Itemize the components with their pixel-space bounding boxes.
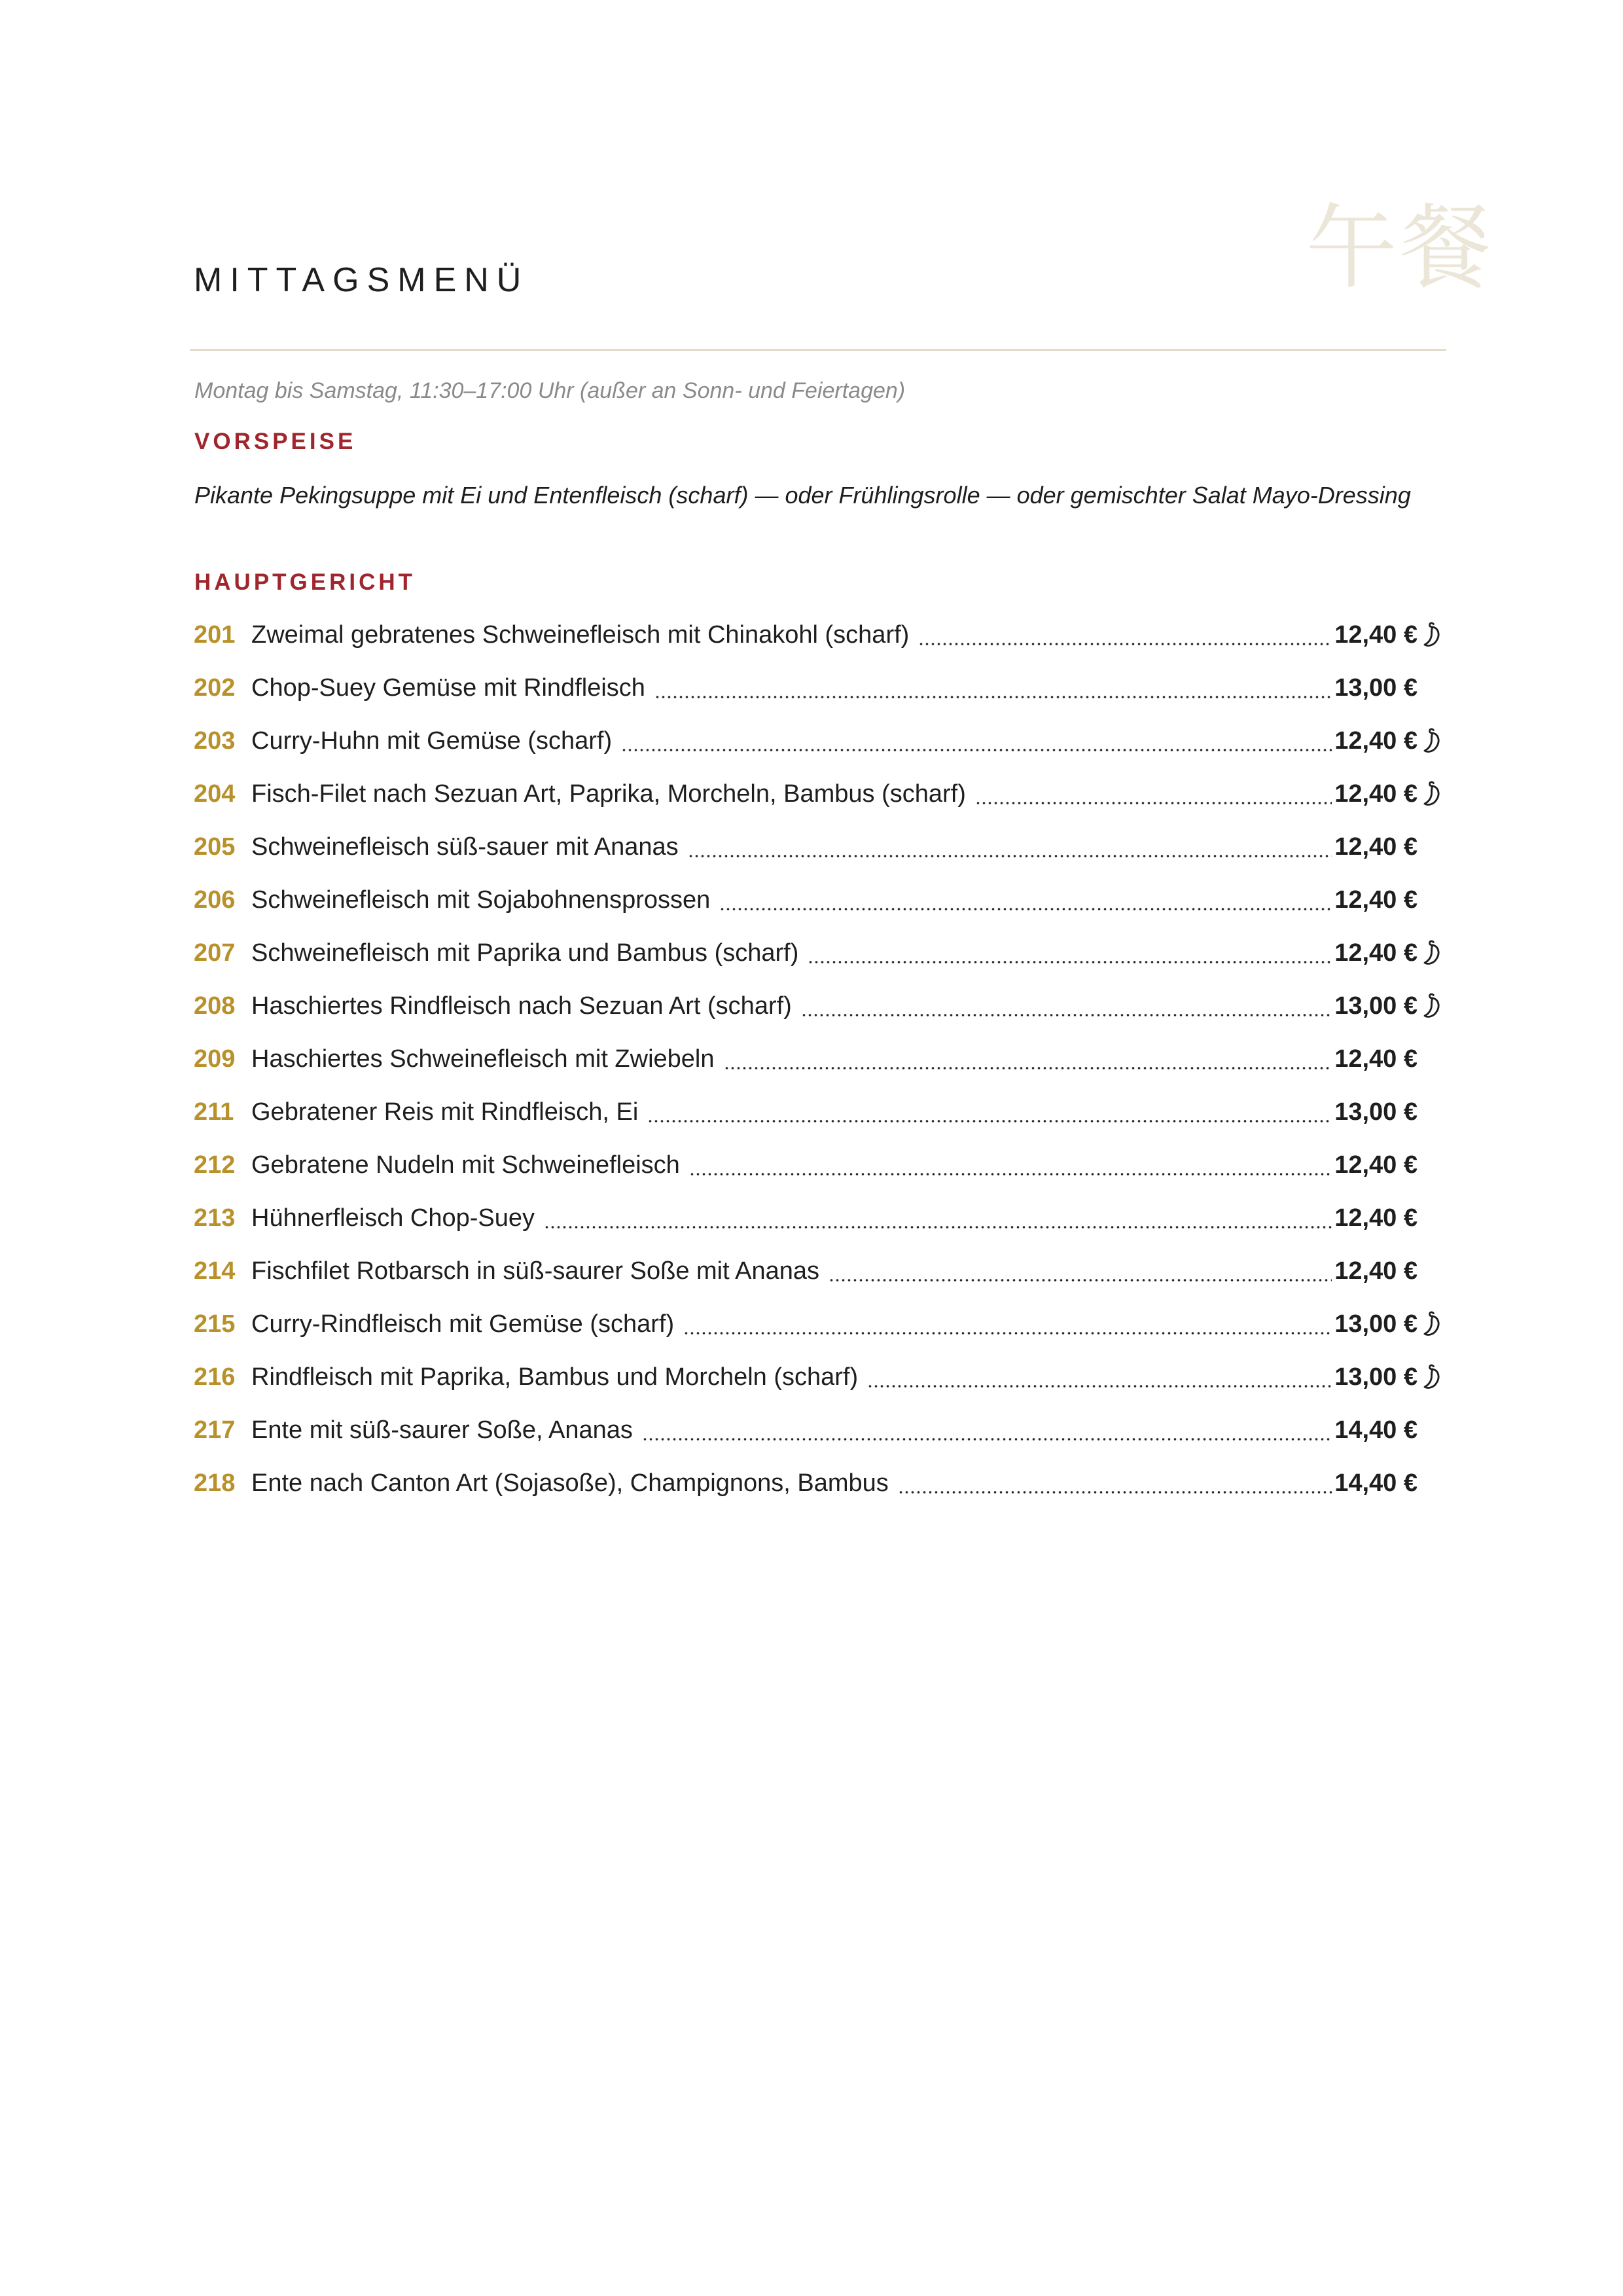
dot-leader xyxy=(719,906,1332,912)
menu-item-name: Ente mit süß-saurer Soße, Ananas xyxy=(251,1416,633,1444)
menu-item-number: 208 xyxy=(194,992,236,1020)
opening-hours-note: Montag bis Samstag, 11:30–17:00 Uhr (außer an Sonn- und Feiertagen) xyxy=(194,378,906,403)
menu-item-name: Rindfleisch mit Paprika, Bambus und Morcheln (scharf) xyxy=(251,1363,859,1391)
menu-item xyxy=(194,990,1448,1043)
dot-leader xyxy=(975,800,1332,806)
menu-item-number: 213 xyxy=(194,1204,236,1232)
menu-item xyxy=(194,1308,1448,1361)
menu-item-price: 14,40 € xyxy=(1334,1416,1418,1444)
menu-item-name: Fischfilet Rotbarsch in süß-saurer Soße mit Ananas xyxy=(251,1257,820,1285)
menu-item-number: 207 xyxy=(194,939,236,967)
menu-item-number: 203 xyxy=(194,727,236,755)
menu-item-number: 212 xyxy=(194,1151,236,1179)
section-heading-starter: VORSPEISE xyxy=(194,429,357,454)
dot-leader xyxy=(647,1118,1332,1124)
chili-pepper-icon xyxy=(1418,1308,1448,1340)
menu-item-price: 13,00 € xyxy=(1334,674,1418,702)
menu-item-name: Schweinefleisch mit Sojabohnensprossen xyxy=(251,886,711,914)
menu-item-name: Schweinefleisch mit Paprika und Bambus (scharf) xyxy=(251,939,799,967)
menu-item xyxy=(194,1149,1448,1202)
menu-item xyxy=(194,672,1448,725)
menu-item xyxy=(194,619,1448,672)
dot-leader xyxy=(724,1065,1332,1071)
menu-item xyxy=(194,1043,1448,1096)
dot-leader xyxy=(642,1436,1332,1443)
chili-placeholder xyxy=(1418,1467,1448,1499)
menu-item-number: 202 xyxy=(194,674,236,702)
menu-item-number: 217 xyxy=(194,1416,236,1444)
chili-placeholder xyxy=(1418,884,1448,916)
chili-placeholder xyxy=(1418,1414,1448,1446)
chili-pepper-icon xyxy=(1418,1361,1448,1393)
chili-placeholder xyxy=(1418,1202,1448,1234)
chili-pepper-icon xyxy=(1418,990,1448,1022)
dot-leader xyxy=(829,1277,1332,1283)
main-course-list xyxy=(194,619,1448,1520)
menu-item-name: Schweinefleisch süß-sauer mit Ananas xyxy=(251,833,679,861)
menu-item-price: 12,40 € xyxy=(1334,833,1418,861)
menu-item-number: 209 xyxy=(194,1045,236,1073)
page-title: MITTAGSMENÜ xyxy=(194,261,529,299)
menu-item xyxy=(194,884,1448,937)
menu-item-price: 12,40 € xyxy=(1334,886,1418,914)
menu-item-number: 215 xyxy=(194,1310,236,1338)
menu-item-price: 12,40 € xyxy=(1334,1257,1418,1285)
menu-item-name: Ente nach Canton Art (Sojasoße), Champignons, Bambus xyxy=(251,1469,889,1497)
menu-item-name: Hühnerfleisch Chop-Suey xyxy=(251,1204,535,1232)
menu-item xyxy=(194,1096,1448,1149)
menu-item-number: 204 xyxy=(194,780,236,808)
dot-leader xyxy=(801,1012,1332,1018)
menu-item-price: 12,40 € xyxy=(1334,621,1418,649)
menu-item-number: 206 xyxy=(194,886,236,914)
chili-pepper-icon xyxy=(1418,725,1448,757)
dot-leader xyxy=(683,1330,1332,1336)
starter-description: Pikante Pekingsuppe mit Ei und Entenfleisch (scharf) — oder Frühlingsrolle — oder gemischter Salat Mayo-Dressing xyxy=(194,482,1411,509)
menu-item-name: Haschiertes Schweinefleisch mit Zwiebeln xyxy=(251,1045,715,1073)
dot-leader xyxy=(918,641,1332,647)
menu-item-name: Curry-Rindfleisch mit Gemüse (scharf) xyxy=(251,1310,675,1338)
menu-item xyxy=(194,725,1448,778)
dot-leader xyxy=(689,1171,1332,1177)
chili-placeholder xyxy=(1418,1255,1448,1287)
menu-item-price: 12,40 € xyxy=(1334,1045,1418,1073)
menu-item-price: 13,00 € xyxy=(1334,1363,1418,1391)
menu-item-name: Gebratener Reis mit Rindfleisch, Ei xyxy=(251,1098,639,1126)
menu-item-price: 14,40 € xyxy=(1334,1469,1418,1497)
menu-item-name: Gebratene Nudeln mit Schweinefleisch xyxy=(251,1151,680,1179)
menu-item-price: 12,40 € xyxy=(1334,1204,1418,1232)
watermark-chinese-characters: 午餐 xyxy=(1306,195,1495,302)
dot-leader xyxy=(544,1224,1332,1230)
menu-item xyxy=(194,831,1448,884)
menu-item-price: 13,00 € xyxy=(1334,1098,1418,1126)
title-divider xyxy=(190,349,1446,351)
menu-item-number: 216 xyxy=(194,1363,236,1391)
menu-item-price: 13,00 € xyxy=(1334,992,1418,1020)
chili-placeholder xyxy=(1418,1149,1448,1181)
menu-item-price: 12,40 € xyxy=(1334,939,1418,967)
chili-placeholder xyxy=(1418,831,1448,863)
menu-item-number: 201 xyxy=(194,621,236,649)
chili-pepper-icon xyxy=(1418,937,1448,969)
menu-item-name: Zweimal gebratenes Schweinefleisch mit Chinakohl (scharf) xyxy=(251,621,910,649)
menu-item-price: 12,40 € xyxy=(1334,727,1418,755)
chili-pepper-icon xyxy=(1418,619,1448,651)
menu-item-name: Haschiertes Rindfleisch nach Sezuan Art (scharf) xyxy=(251,992,792,1020)
menu-item xyxy=(194,1255,1448,1308)
chili-placeholder xyxy=(1418,1043,1448,1075)
menu-item xyxy=(194,1467,1448,1520)
menu-item-number: 211 xyxy=(194,1098,234,1126)
section-heading-main-course: HAUPTGERICHT xyxy=(194,569,416,595)
menu-item-name: Curry-Huhn mit Gemüse (scharf) xyxy=(251,727,613,755)
menu-item-number: 214 xyxy=(194,1257,236,1285)
menu-item xyxy=(194,937,1448,990)
dot-leader xyxy=(898,1489,1332,1496)
menu-item xyxy=(194,1202,1448,1255)
dot-leader xyxy=(867,1383,1332,1390)
menu-item-price: 12,40 € xyxy=(1334,1151,1418,1179)
menu-item-name: Chop-Suey Gemüse mit Rindfleisch xyxy=(251,674,645,702)
dot-leader xyxy=(621,747,1332,753)
chili-placeholder xyxy=(1418,672,1448,704)
menu-item xyxy=(194,1361,1448,1414)
menu-item xyxy=(194,778,1448,831)
menu-item-number: 205 xyxy=(194,833,236,861)
dot-leader xyxy=(688,853,1332,859)
menu-item-number: 218 xyxy=(194,1469,236,1497)
menu-item-name: Fisch-Filet nach Sezuan Art, Paprika, Morcheln, Bambus (scharf) xyxy=(251,780,966,808)
chili-pepper-icon xyxy=(1418,778,1448,810)
menu-item-price: 13,00 € xyxy=(1334,1310,1418,1338)
dot-leader xyxy=(654,694,1332,700)
chili-placeholder xyxy=(1418,1096,1448,1128)
menu-item xyxy=(194,1414,1448,1467)
menu-item-price: 12,40 € xyxy=(1334,780,1418,808)
dot-leader xyxy=(808,959,1332,965)
